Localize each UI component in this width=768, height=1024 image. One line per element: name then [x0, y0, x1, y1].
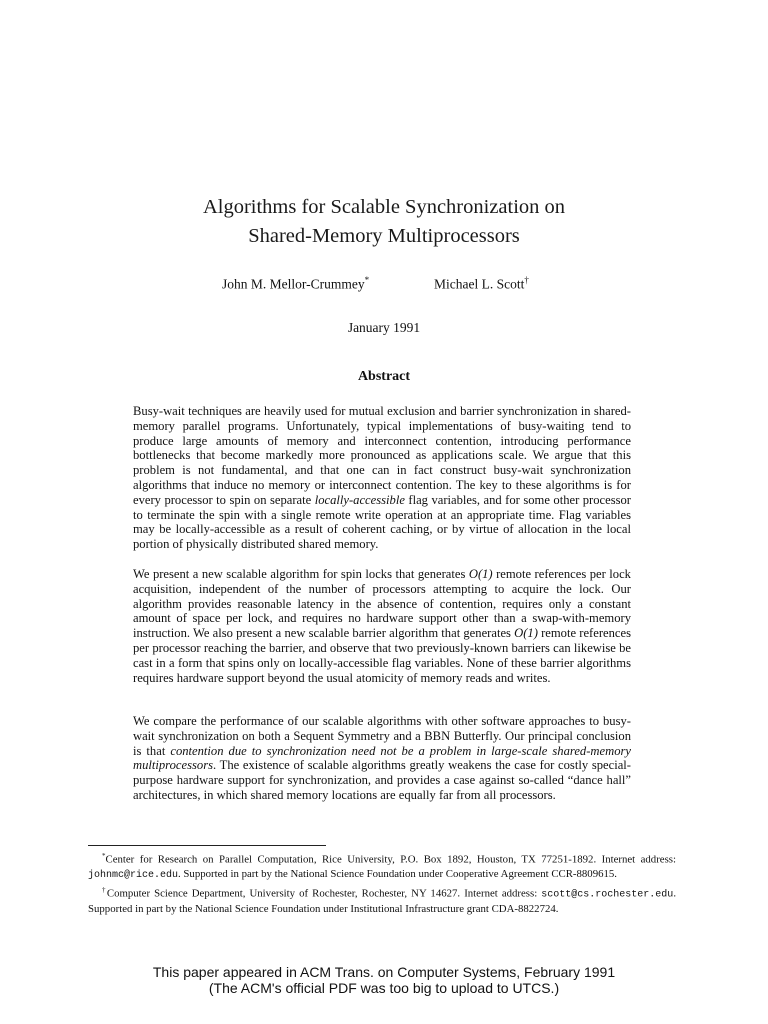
abstract-paragraph-1	[133, 404, 631, 560]
footnote-1-mark: *	[102, 852, 106, 860]
p1-text-a: Busy-wait techniques are heavily used for mutual exclusion and barrier synchronization in shared-memory parallel programs. Unfortunately, typical implementations of busy-waiting tend to produce large amounts of memory and interconnect contention, introducing performance bottlenecks that become markedly more pronounced as applications scale. We argue that this problem is not fundamental, and that one can in fact construct busy-wait synchronization algorithms that induce no memory or interconnect contention. The key to these algorithms is for every processor to spin on separate	[133, 404, 631, 507]
author-2-footnote-mark: †	[524, 275, 529, 285]
p3-emphasis: contention due to synchronization need not be a problem in large-scale shared-memory multiprocessors	[133, 743, 631, 773]
author-1-footnote-mark: *	[364, 275, 370, 285]
publication-notice	[0, 964, 768, 996]
footnote-2-mark: †	[102, 885, 107, 894]
abstract-heading: Abstract	[357, 369, 411, 384]
author-2-name: Michael L. Scott	[434, 276, 525, 292]
footnote-1-text-a: Center for Research on Parallel Computation, Rice University, P.O. Box 1892, Houston, TX 77251-1892. Internet address:	[105, 853, 676, 866]
footnote-1-email: johnmc@rice.edu	[88, 869, 179, 881]
notice-line-2: (The ACM's official PDF was too big to upload to UTCS.)	[208, 980, 560, 996]
author-1	[222, 275, 369, 293]
footnotes	[88, 849, 676, 916]
footnote-1	[88, 849, 676, 883]
paper-title	[0, 193, 768, 251]
footnote-2-text-b: . Supported in part by the National Science Foundation under Institutional Infrastructure grant CDA-8822724.	[88, 887, 677, 916]
p2-text-a: We present a new scalable algorithm for spin locks that generates	[133, 567, 469, 581]
p1-text-b: flag variables, and for some other processor to terminate the spin with a single remote write operation at an appropriate time. Flag variables may be locally-accessible as a result of coherent caching, or by virtue of allocation in the local portion of physically distributed shared memory.	[133, 492, 632, 552]
title-line-2: Shared-Memory Multiprocessors	[248, 225, 520, 247]
footnote-2-text-a: Computer Science Department, University of Rochester, Rochester, NY 14627. Internet address:	[106, 887, 542, 900]
footnote-divider	[88, 845, 326, 846]
abstract-paragraph-2	[133, 567, 631, 693]
footnote-1-text-b: . Supported in part by the National Science Foundation under Cooperative Agreement CCR-8809615.	[178, 867, 618, 880]
author-2	[434, 275, 529, 293]
p2-math-2: O(1)	[514, 626, 538, 641]
abstract-paragraph-3	[133, 714, 631, 811]
p2-math-1: O(1)	[468, 567, 493, 581]
notice-line-1: This paper appeared in ACM Trans. on Computer Systems, February 1991	[152, 964, 616, 980]
publication-date: January 1991	[347, 320, 421, 335]
footnote-2-email: scott@cs.rochester.edu	[541, 889, 674, 901]
p2-text-b: remote references per lock acquisition, independent of the number of processors attempting to acquire the lock. Our algorithm provides reasonable latency in the absence of contention, requires only a constant amount of space per lock, and requires no hardware support other than a swap-with-memory instruction. We also present a new scalable barrier algorithm that generates	[133, 567, 631, 641]
p2-text-c: remote references per processor reaching the barrier, and observe that two previously-known barriers can likewise be cast in a form that spins only on locally-accessible flag variables. None of these barrier algorithms requires hardware support beyond the usual atomicity of memory reads and writes.	[133, 626, 631, 685]
author-1-name: John M. Mellor-Crummey	[222, 276, 365, 292]
title-line-1: Algorithms for Scalable Synchronization on	[202, 196, 566, 218]
p3-text-a: We compare the performance of our scalable algorithms with other software approaches to busy-wait synchronization on both a Sequent Symmetry and a BBN Butterfly. Our principal conclusion is that	[133, 714, 631, 758]
p1-emphasis: locally-accessible	[314, 492, 405, 507]
p3-text-b: . The existence of scalable algorithms greatly weakens the case for costly special-purpose hardware support for synchronization, and provides a case against so-called “dance hall” architectures, in which shared memory locations are equally far from all processors.	[133, 758, 631, 802]
footnote-2	[88, 883, 676, 917]
